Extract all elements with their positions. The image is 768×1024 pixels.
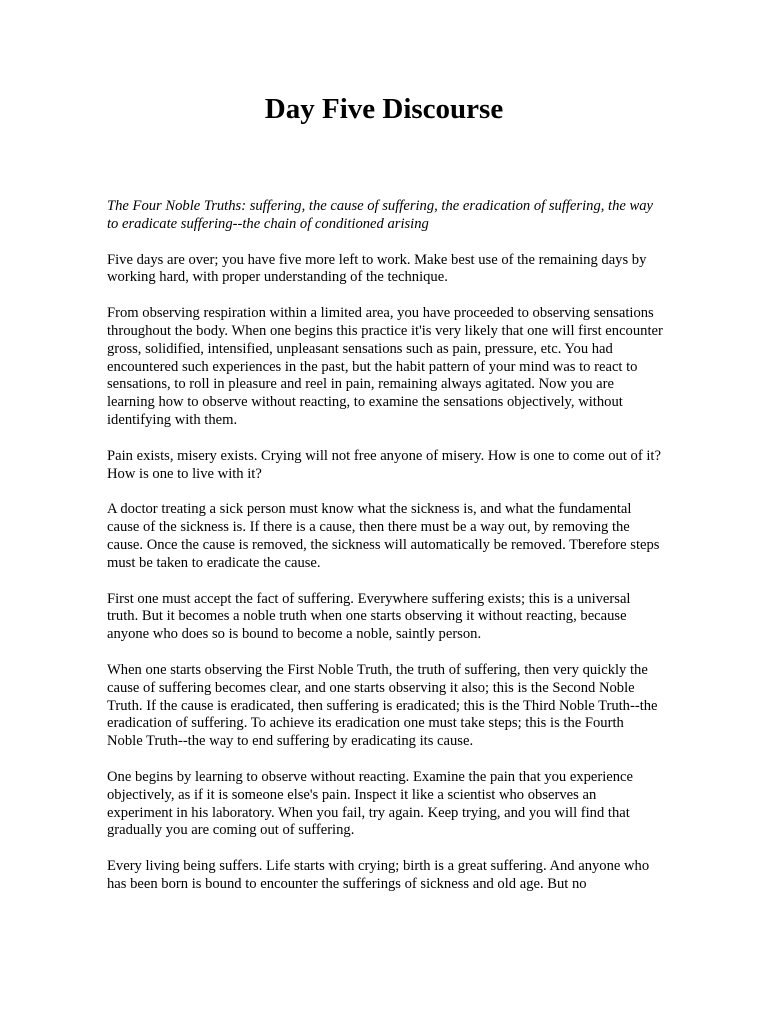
body-paragraph: From observing respiration within a limited area, you have proceeded to observing sensations throughout the body. When one begins this practice it'is very likely that one will first encounter gross, solidified, intensified, unpleasant sensations such as pain, pressure, etc. You had encountered such experiences in the past, but the habit pattern of your mind was to react to sensations, to roll in pleasure and reel in pain, remaining always agitated. Now you are learning how to observe without reacting, to examine the sensations objectively, without identifying with them. [107, 305, 663, 428]
body-paragraph: Five days are over; you have five more left to work. Make best use of the remaining days by working hard, with proper understanding of the technique. [107, 251, 647, 286]
subtitle-paragraph: The Four Noble Truths: suffering, the cause of suffering, the eradication of suffering, the way to eradicate suffering--the chain of conditioned arising [107, 198, 654, 232]
body-paragraph: Pain exists, misery exists. Crying will not free anyone of misery. How is one to come out of it? How is one to live with it? [107, 447, 661, 482]
document-body [107, 198, 663, 912]
body-paragraph: When one starts observing the First Noble Truth, the truth of suffering, then very quickly the cause of suffering becomes clear, and one starts observing it also; this is the Second Noble Truth. If the cause is eradicated, then suffering is eradicated; this is the Third Noble Truth--the eradication of suffering. To achieve its eradication one must take steps; this is the Fourth Noble Truth--the way to end suffering by eradicating its cause. [107, 661, 658, 750]
body-paragraph: One begins by learning to observe without reacting. Examine the pain that you experience objectively, as if it is someone else's pain. Inspect it like a scientist who observes an experiment in his laboratory. When you fail, try again. Keep trying, and you will find that gradually you are coming out of suffering. [107, 768, 634, 839]
page-title: Day Five Discourse [264, 93, 504, 125]
body-paragraph: First one must accept the fact of suffering. Everywhere suffering exists; this is a universal truth. But it becomes a noble truth when one starts observing it without reacting, because anyone who does so is bound to become a noble, saintly person. [107, 590, 631, 643]
body-paragraph: Every living being suffers. Life starts with crying; birth is a great suffering. And anyone who has been born is bound to encounter the sufferings of sickness and old age. But no [107, 858, 650, 892]
body-paragraph: A doctor treating a sick person must know what the sickness is, and what the fundamental cause of the sickness is. If there is a cause, then there must be a way out, by removing the cause. Once the cause is removed, the sickness will automatically be removed. Tberefore steps must be taken to eradicate the cause. [107, 501, 660, 571]
